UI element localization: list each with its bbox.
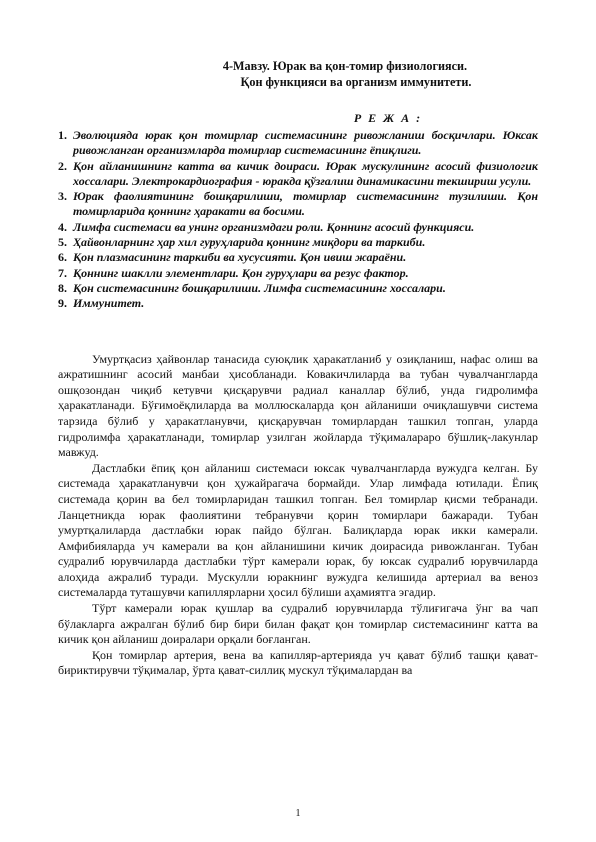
plan-item: 6. Қон плазмасининг таркиби ва хусусияти. Қон ивиш жараёни. (58, 250, 407, 265)
page-number: 1 (295, 808, 301, 819)
plan-list (58, 128, 538, 312)
paragraph: Тўрт камерали юрак қушлар ва судралиб юрувчиларда тўлиғигача ўнг ва чап бўлакларга ажралган бўлиб бир бири билан фақат қон томирлар системасининг катта ва кичик қон айланиш доиралари орқали боғланган. (58, 601, 538, 647)
plan-item: 4. Лимфа системаси ва унинг организмдаги роли. Қоннинг асосий функцияси. (58, 219, 475, 234)
plan-item: 7. Қоннинг шаклли элементлари. Қон гуруҳлари ва резус фактор. (58, 265, 409, 280)
plan-item: 8. Қон системасининг бошқарилиши. Лимфа системасининг хоссалари. (58, 280, 446, 295)
plan-item: 9. Иммунитет. (58, 296, 145, 311)
plan-item: 2. Қон айланишнинг катта ва кичик доираси. Юрак мускулининг асосий физиологик хоссалари. Электрокардиография - юракда қўзғалиш динамикасини текшириш усули. (58, 158, 538, 188)
plan-item: 3. Юрак фаолиятининг бошқарилиши, томирлар системасининг тузилиши. Қон томирларида қоннинг ҳаракати ва босими. (58, 189, 538, 219)
paragraph: Дастлабки ёпиқ қон айланиш системаси юксак чувалчангларда вужудга келган. Бу системада ҳаракатланувчи қон ҳужайрагача бормайди. Улар лимфада ютилади. Ёпиқ системада қорин ва бел томирларидан ташкил топган. Бел томирлар қисми тебранади. Ланцетникда юрак фаолиятини тебранувчи қорин томирлари бажаради. Тубан умуртқалиларда дастлабки юрак пайдо бўлган. Балиқларда юрак икки камерали. Амфибияларда уч камерали ва қон айланишини кичик доирасида ривожланган. Тубан судралиб юрувчиларда дастлабки тўрт камерали юрак, бу юксак судралиб юрувчиларда алоҳида ажралиб туради. Мускулли юракнинг вужудга келишида артериал ва веноз системаларда туташувчи капиллярларни ҳосил бўлиши аҳамиятга эгадир. (58, 460, 538, 600)
body-text (58, 352, 538, 679)
paragraph: Қон томирлар артерия, вена ва капилляр-артерияда уч қават бўлиб ташқи қават-бириктирувчи тўқималар, ўрта қават-силлиқ мускул тўқималардан ва (58, 647, 538, 678)
paragraph: Умуртқасиз ҳайвонлар танасида суюқлик ҳаракатланиб у озиқланиш, нафас олиш ва ажратишнинг асосий манбаи ҳисобланади. Ковакичлиларда ва тубан чувалчангларда ошқозондан чиқиб кетувчи қисқарувчи радиал каналлар бўлиб, унда гидролимфа ҳаракатланади. Бўғимоёқлиларда ва моллюскаларда қон айланиши очиқлашувчи система тарзида бўлиб у ҳаракатланувчи, қисқарувчан томирлардан ташкил топган, уларда гидролимфа ҳаракатланади, томирлар узилган жойларда тўқималараро бўшлиқ-лакунлар мавжуд. (58, 351, 538, 460)
plan-item: 5. Ҳайвонларнинг ҳар хил гуруҳларида қоннинг миқдори ва таркиби. (58, 235, 426, 250)
title-line-1: 4-Мавзу. Юрак ва қон-томир физиологияси. (222, 59, 468, 73)
plan-item: 1. Эволюцияда юрак қон томирлар системасининг ривожланиш босқичлари. Юксак ривожланган организмларда томирлар системасининг ёпиқлиги. (58, 128, 538, 158)
plan-heading: Р Е Ж А : (353, 111, 423, 125)
topic-title (152, 58, 538, 90)
title-line-2: Қон функцияси ва организм иммунитети. (240, 75, 472, 89)
